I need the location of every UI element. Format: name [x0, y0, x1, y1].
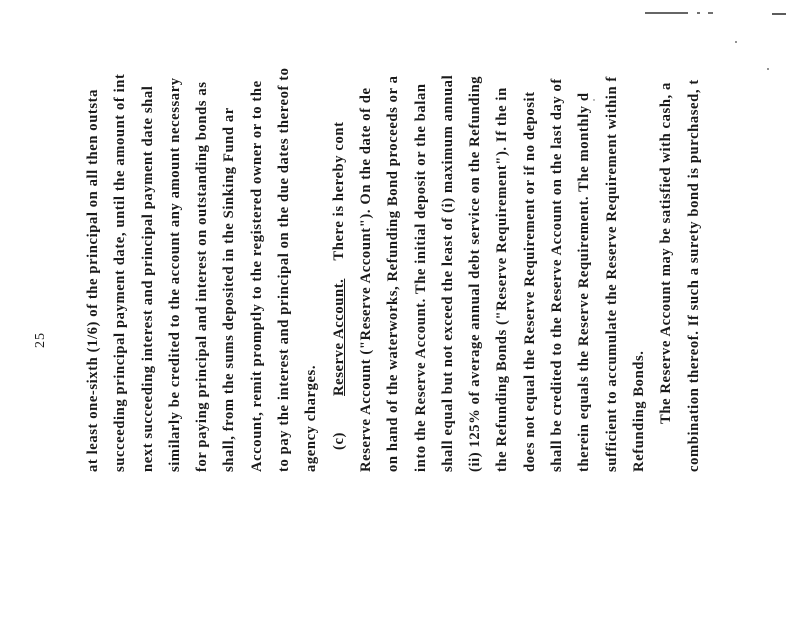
text-line: succeeding principal payment date, until the amount of int: [112, 73, 129, 472]
text-line: to pay the interest and principal on the due dates thereof to: [276, 67, 293, 472]
page-number: 25: [33, 332, 48, 348]
text-line: therein equals the Reserve Requirement. The monthly d: [576, 92, 593, 472]
text-line: at least one-sixth (1/6) of the principal on all then outsta: [85, 88, 101, 472]
text-line: into the Reserve Account. The initial deposit or the balan: [412, 83, 429, 472]
text-line: for paying principal and interest on outstanding bonds as: [194, 81, 211, 472]
text-line: The Reserve Account may be satisfied with cash, a: [658, 82, 675, 424]
text-line: agency charges.: [303, 364, 320, 472]
text-line: Account, remit promptly to the registered owner or to the: [248, 80, 265, 472]
text-line: (ii) 125% of average annual debt service on the Refunding: [467, 75, 484, 472]
text-line: sufficient to accumulate the Reserve Requirement within f: [603, 76, 620, 472]
text-line: Reserve Account ("Reserve Account"). On the date of de: [357, 87, 374, 472]
text-line: shall, from the sums deposited in the Sinking Fund ar: [221, 107, 238, 472]
text-line: does not equal the Reserve Requirement or if no deposit: [521, 91, 538, 472]
section-heading: Reserve Account.: [330, 278, 347, 396]
document-body: [80, 0, 708, 472]
section-marker: (c): [330, 432, 347, 450]
text-line: combination thereof. If such a surety bond is purchased, t: [685, 79, 702, 472]
text-line: shall equal but not exceed the least of (i) maximum annual: [439, 74, 456, 472]
section-heading-line: [326, 0, 353, 472]
text-line: the Refunding Bonds ("Reserve Requirement"). If the in: [494, 87, 511, 472]
text-line: shall be credited to the Reserve Account on the last day of: [549, 78, 566, 472]
text-line: on hand of the waterworks, Refunding Bond proceeds or a: [385, 75, 402, 472]
text-line: Refunding Bonds.: [630, 350, 647, 472]
text-fragment: There is hereby cont: [330, 121, 347, 261]
text-line: next succeeding interest and principal payment date shal: [139, 85, 156, 472]
text-line: similarly be credited to the account any amount necessary: [166, 77, 183, 472]
